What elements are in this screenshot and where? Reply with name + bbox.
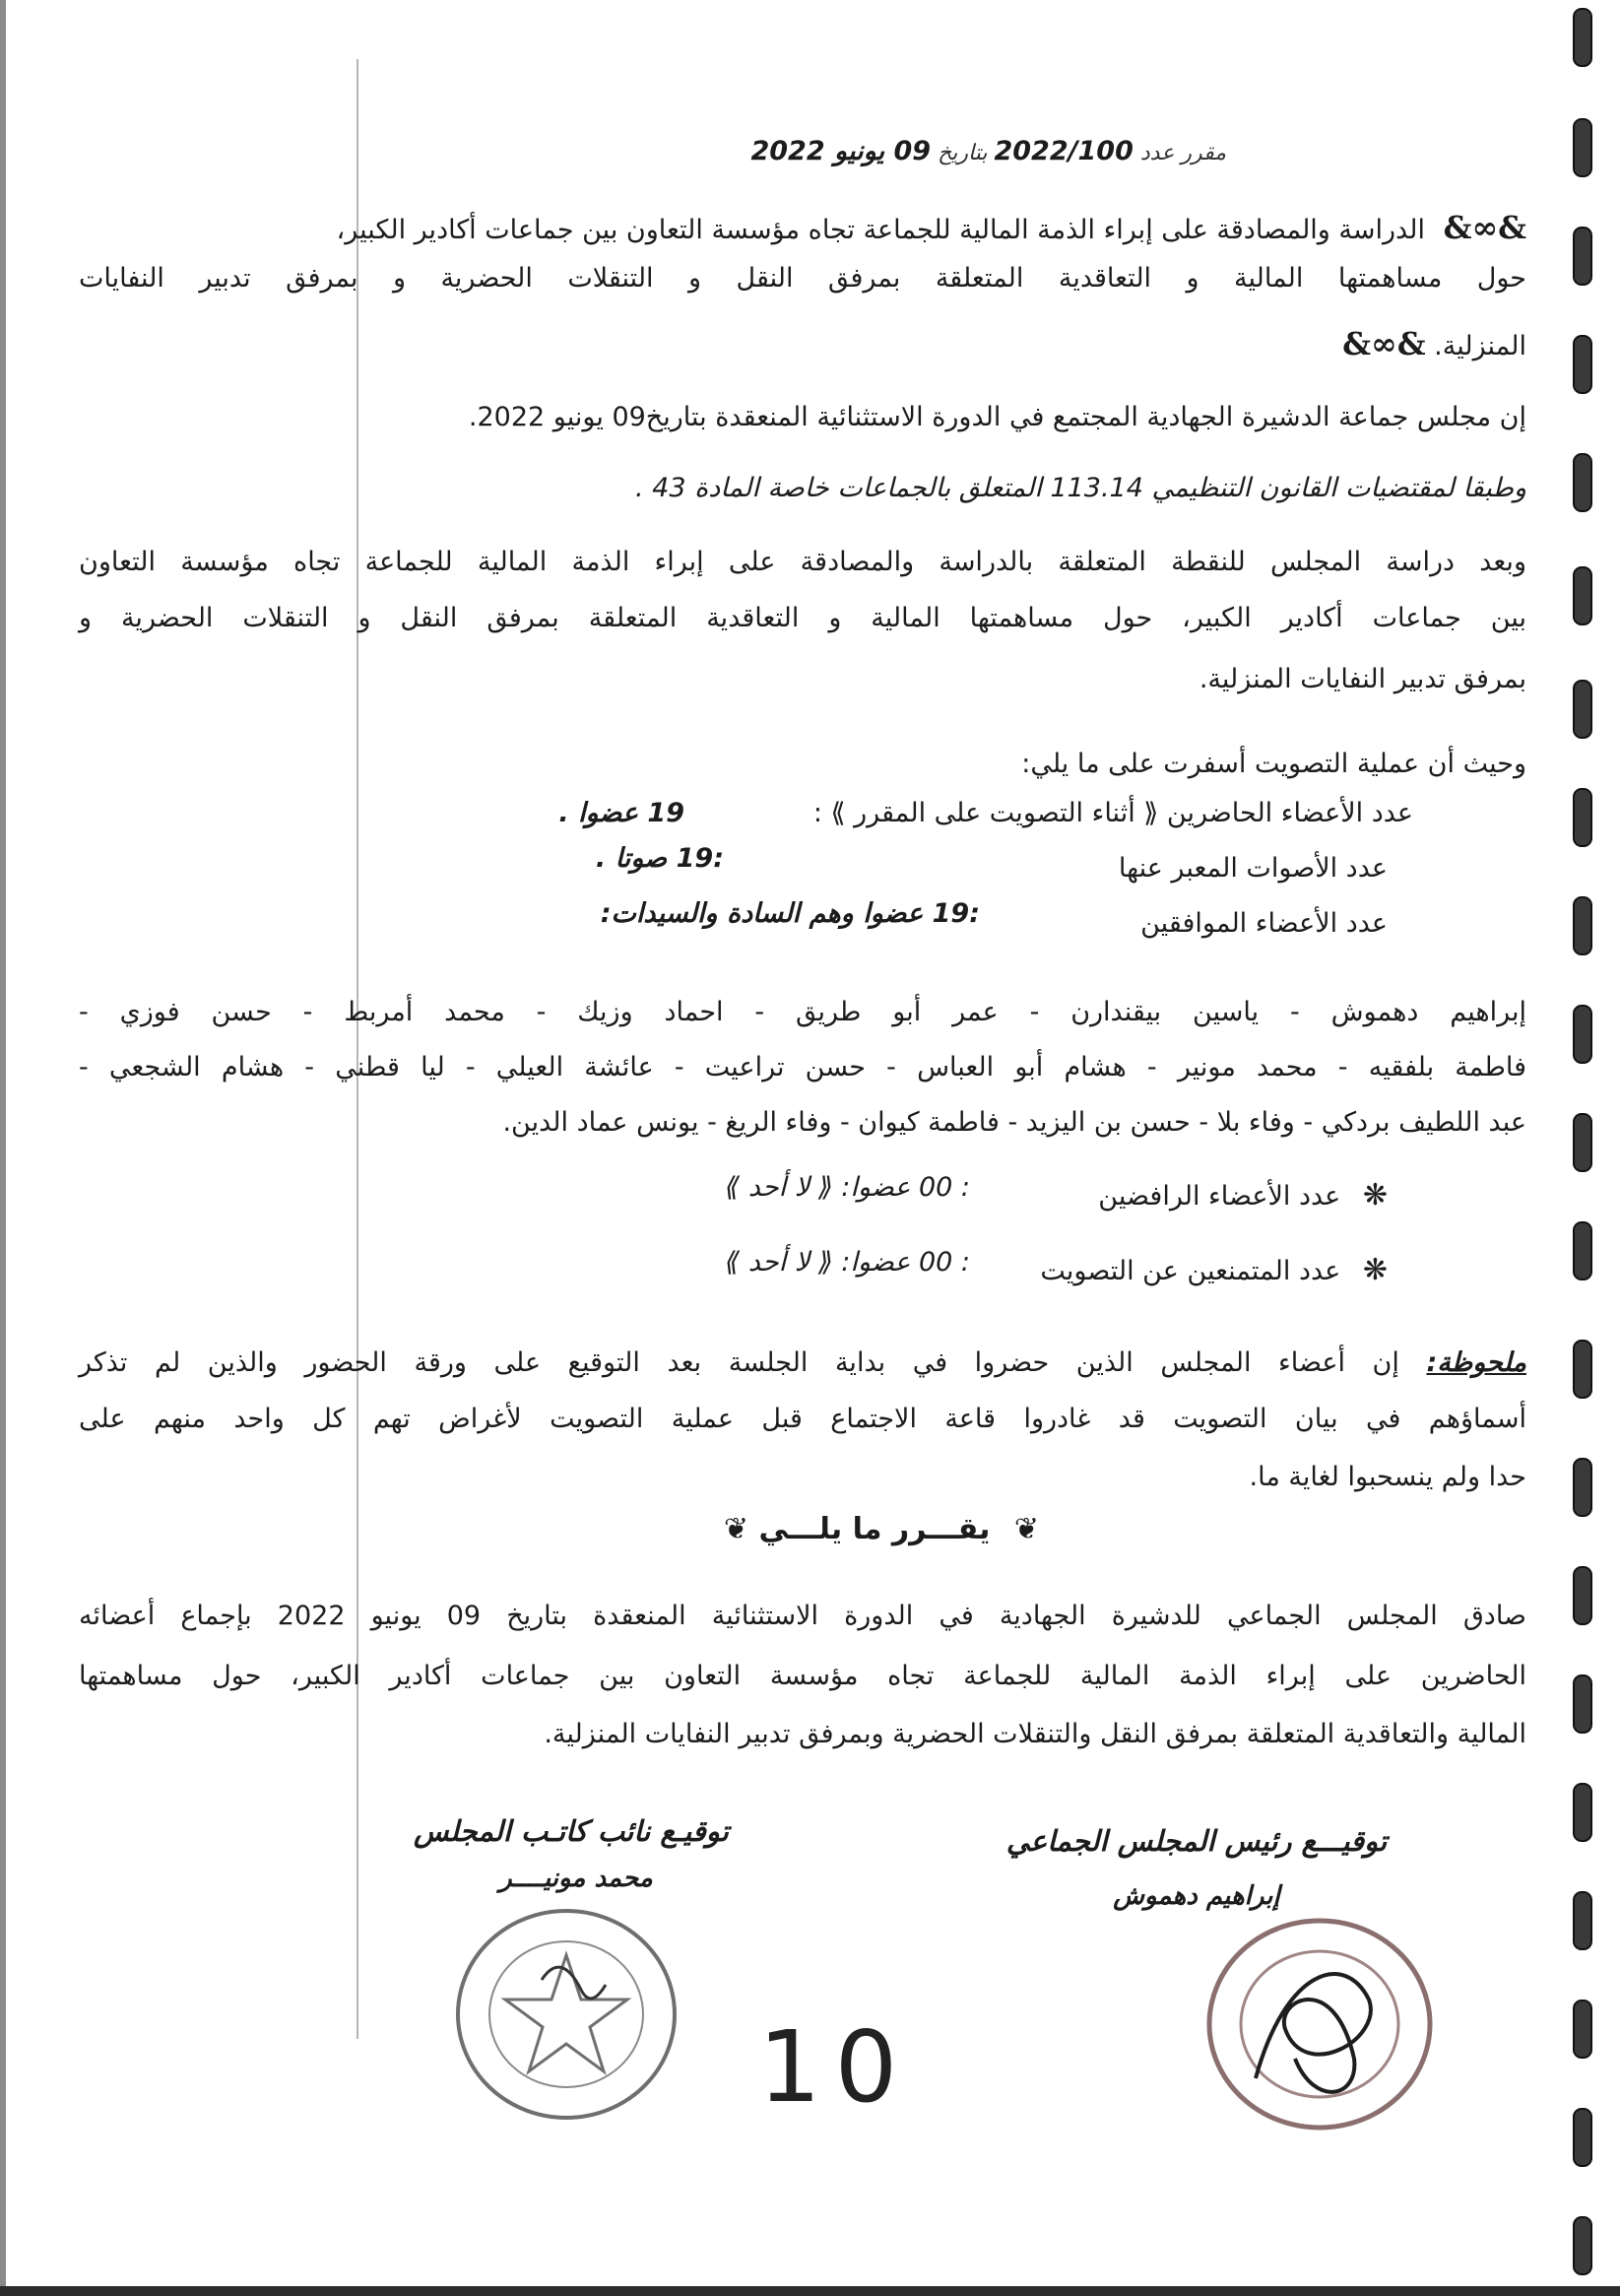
binding-ring — [1573, 566, 1592, 625]
binding-ring — [1573, 2216, 1592, 2275]
members-line: فاطمة بلفقيه - محمد مونير - هشام أبو العباس - حسن تراعيت - عائشة العيلي - ليا قطني - هشام الشجعي - — [79, 1052, 1526, 1082]
spiral-binding — [1567, 0, 1592, 2296]
binding-ring — [1573, 118, 1592, 177]
law-reference: وطبقا لمقتضيات القانون التنظيمي 113.14 المتعلق بالجماعات خاصة المادة 43 . — [634, 473, 1526, 503]
study-line: وبعد دراسة المجلس للنقطة المتعلقة بالدراسة والمصادقة على إبراء الذمة المالية للجماعة تجاه مؤسسة التعاون — [79, 547, 1526, 577]
binding-ring — [1573, 1113, 1592, 1172]
secretary-title: توقيـع نائب كاتـب المجلس — [414, 1814, 729, 1848]
abstain-row — [1040, 1253, 1388, 1287]
decision-header — [750, 136, 1226, 167]
ornament-icon: ❋ — [1362, 1253, 1388, 1287]
binding-ring — [1573, 1566, 1592, 1625]
binding-ring — [1573, 335, 1592, 394]
subject-text: الدراسة والمصادقة على إبراء الذمة المالية للجماعة تجاه مؤسسة التعاون بين جماعات أكادير الكبير، — [336, 215, 1425, 245]
ornament-icon: ❋ — [1362, 1178, 1388, 1213]
members-line: إبراهيم دهموش - ياسين بيقندارن - عمر أبو طريق - احماد وزيك - محمد أمربط - حسن فوزي - — [79, 997, 1526, 1027]
binding-ring — [1573, 8, 1592, 67]
note-label: ملحوظة: — [1426, 1347, 1526, 1378]
binding-ring — [1573, 1340, 1592, 1399]
page-number: 10 — [758, 2009, 912, 2125]
binding-ring — [1573, 227, 1592, 286]
subject-line — [79, 209, 1526, 246]
binding-ring — [1573, 1005, 1592, 1064]
approve-label: عدد الأعضاء الموافقين — [1140, 908, 1388, 939]
ornament-icon: &∞& — [1342, 325, 1426, 362]
president-name: إبراهيم دهموش — [1113, 1881, 1280, 1911]
note-line: أسماؤهم في بيان التصويت قد غادروا قاعة الاجتماع قبل عملية التصويت لأغراض تهم كل واحد منهم على — [79, 1404, 1526, 1434]
binding-ring — [1573, 1891, 1592, 1950]
abstain-label: عدد المتمنعين عن التصويت — [1040, 1256, 1341, 1286]
approve-value: :19 عضوا وهم السادة والسيدات: — [600, 898, 980, 929]
study-line: بمرفق تدبير النفايات المنزلية. — [1199, 664, 1526, 694]
scan-left-edge — [0, 0, 6, 2296]
date-label: بتاريخ — [938, 141, 988, 165]
decision-label: مقرر عدد — [1139, 141, 1226, 165]
subject-text: المنزلية. — [1434, 331, 1526, 361]
binding-ring — [1573, 680, 1592, 739]
president-seal — [1197, 1911, 1443, 2137]
note-text: إن أعضاء المجلس الذين حضروا في بداية الجلسة بعد التوقيع على ورقة الحضور والذين لم تذكر — [79, 1347, 1399, 1378]
decision-line: صادق المجلس الجماعي للدشيرة الجهادية في الدورة الاستثنائية المنعقدة بتاريخ 09 يونيو 2022 بإجماع أعضائه — [79, 1601, 1526, 1631]
expressed-value: :19 صوتا . — [595, 843, 724, 874]
note-line — [79, 1347, 1526, 1379]
leaf-ornament-icon: ❦ — [1013, 1512, 1039, 1546]
binding-ring — [1573, 788, 1592, 847]
binding-ring — [1573, 2000, 1592, 2059]
municipal-seal — [448, 1901, 684, 2128]
decision-line: المالية والتعاقدية المتعلقة بمرفق النقل والتنقلات الحضرية وبمرفق تدبير النفايات المنزلية. — [544, 1719, 1526, 1749]
members-line: عبد اللطيف بردكي - وفاء بلا - حسن بن اليزيد - فاطمة كيوان - وفاء الريغ - يونس عماد الدين. — [502, 1107, 1526, 1138]
binding-ring — [1573, 1783, 1592, 1842]
subject-line: حول مساهمتها المالية و التعاقدية المتعلقة بمرفق النقل و التنقلات الحضرية و بمرفق تدبير النفايات — [79, 263, 1526, 294]
binding-ring — [1573, 1674, 1592, 1734]
subject-line — [79, 325, 1526, 362]
reject-row — [1098, 1178, 1388, 1213]
abstain-value: : 00 عضوا: ⟪ لا أحد ⟫ — [725, 1247, 970, 1278]
study-line: بين جماعات أكادير الكبير، حول مساهمتها المالية و التعاقدية المتعلقة بمرفق النقل و التنقلات الحضرية و — [79, 603, 1526, 633]
scan-bottom-edge — [0, 2286, 1620, 2296]
reject-value: : 00 عضوا: ⟪ لا أحد ⟫ — [725, 1172, 970, 1203]
binding-ring — [1573, 1458, 1592, 1517]
secretary-name: محمد مونيــــر — [499, 1864, 653, 1893]
present-label: عدد الأعضاء الحاضرين ⟪ أثناء التصويت على المقرر ⟫ : — [812, 798, 1413, 828]
president-title: توقيـــع رئيس المجلس الجماعي — [1005, 1824, 1388, 1858]
binding-ring — [1573, 2108, 1592, 2167]
binding-ring — [1573, 453, 1592, 512]
date-value: 09 يونيو 2022 — [750, 136, 932, 166]
council-preamble: إن مجلس جماعة الدشيرة الجهادية المجتمع في الدورة الاستثنائية المنعقدة بتاريخ09 يونيو 2022. — [468, 402, 1526, 432]
reject-label: عدد الأعضاء الرافضين — [1098, 1181, 1341, 1212]
decision-heading: يقـــرر ما يلـــي — [758, 1512, 991, 1546]
binding-ring — [1573, 1221, 1592, 1280]
decision-heading-row — [710, 1512, 1039, 1546]
decision-line: الحاضرين على إبراء الذمة المالية للجماعة تجاه مؤسسة التعاون بين جماعات أكادير الكبير، حول مساهمتها — [79, 1661, 1526, 1691]
binding-ring — [1573, 896, 1592, 955]
leaf-ornament-icon: ❦ — [723, 1512, 749, 1546]
note-line: حدا ولم ينسحبوا لغاية ما. — [1249, 1462, 1526, 1492]
present-value: 19 عضوا . — [558, 798, 684, 828]
ornament-icon: &∞& — [1443, 209, 1526, 246]
vote-intro: وحيث أن عملية التصويت أسفرت على ما يلي: — [1021, 749, 1526, 779]
decision-number: 2022/100 — [994, 136, 1134, 166]
expressed-label: عدد الأصوات المعبر عنها — [1118, 853, 1388, 884]
